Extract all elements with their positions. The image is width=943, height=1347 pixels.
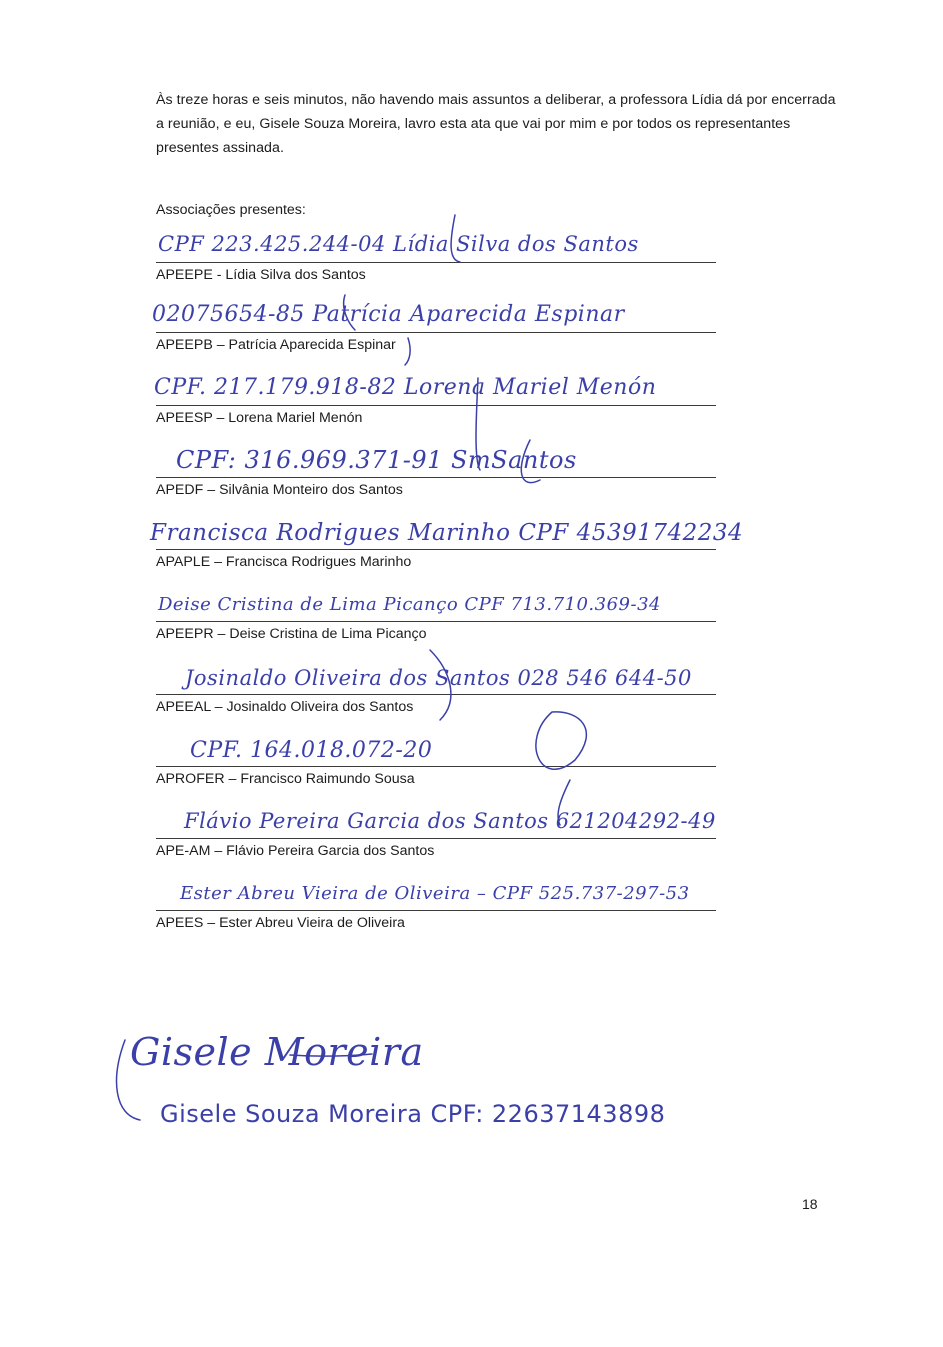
signature-line xyxy=(156,766,716,767)
handwritten-signature: CPF. 217.179.918-82 Lorena Mariel Menón xyxy=(154,375,657,400)
signature-label: APE-AM – Flávio Pereira Garcia dos Santos xyxy=(156,843,435,859)
page-number: 18 xyxy=(802,1196,818,1212)
handwritten-signature: CPF 223.425.244-04 Lídia Silva dos Santos xyxy=(158,232,639,256)
signature-line xyxy=(156,910,716,911)
closing-paragraph: Às treze horas e seis minutos, não havendo mais assuntos a deliberar, a professora Lídia dá por encerrada a reunião, e eu, Gisele Souza Moreira, lavro esta ata que vai por mim e por todos os representantes presentes assinada. xyxy=(156,92,836,156)
signature-label: APEEPE - Lídia Silva dos Santos xyxy=(156,267,366,283)
handwritten-signature: 02075654-85 Patrícia Aparecida Espinar xyxy=(152,302,625,327)
handwritten-signature: Francisca Rodrigues Marinho CPF 45391742234 xyxy=(150,520,744,546)
signature-line xyxy=(156,262,716,263)
signature-label: APEEAL – Josinaldo Oliveira dos Santos xyxy=(156,699,414,715)
handwritten-signature: Ester Abreu Vieira de Oliveira – CPF 525.737-297-53 xyxy=(180,883,690,904)
signature-line xyxy=(156,332,716,333)
secretary-line: Gisele Souza Moreira CPF: 22637143898 xyxy=(160,1100,666,1128)
signature-line xyxy=(156,477,716,478)
signature-label: APEEPR – Deise Cristina de Lima Picanço xyxy=(156,626,427,642)
handwritten-signature: Flávio Pereira Garcia dos Santos 621204292-49 xyxy=(184,809,716,833)
signature-line xyxy=(156,621,716,622)
associations-heading: Associações presentes: xyxy=(156,202,306,218)
signature-line xyxy=(156,405,716,406)
signature-label: APAPLE – Francisca Rodrigues Marinho xyxy=(156,554,412,570)
signature-label: APEESP – Lorena Mariel Menón xyxy=(156,410,363,426)
signature-label: APEES – Ester Abreu Vieira de Oliveira xyxy=(156,915,405,931)
signature-line xyxy=(156,694,716,695)
signature-label: APEDF – Silvânia Monteiro dos Santos xyxy=(156,482,403,498)
signature-line xyxy=(156,549,716,550)
handwritten-signature: Deise Cristina de Lima Picanço CPF 713.710.369-34 xyxy=(158,594,661,615)
signature-line xyxy=(156,838,716,839)
handwritten-signature: CPF: 316.969.371-91 SmSantos xyxy=(176,446,577,474)
secretary-signature: Gisele Moreira xyxy=(130,1030,424,1074)
signature-label: APEEPB – Patrícia Aparecida Espinar xyxy=(156,337,396,353)
handwritten-signature: Josinaldo Oliveira dos Santos 028 546 644-50 xyxy=(185,666,692,690)
handwritten-signature: CPF. 164.018.072-20 xyxy=(190,738,433,763)
signature-label: APROFER – Francisco Raimundo Sousa xyxy=(156,771,415,787)
signature-row xyxy=(156,910,716,970)
